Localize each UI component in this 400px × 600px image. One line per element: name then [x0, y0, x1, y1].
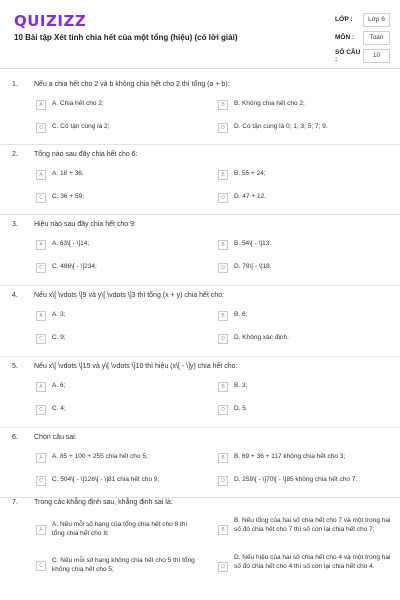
answer-option-a[interactable]: [36, 453, 206, 463]
option-text: A. Nếu mỗi số hạng của tổng chia hết cho 8 thì tổng chia hết cho 8;: [52, 521, 188, 537]
question-divider: [0, 356, 400, 357]
answer-option-b[interactable]: [218, 517, 393, 535]
option-letter-box: A: [36, 311, 46, 321]
question-item: [0, 499, 400, 600]
option-text: D. 78\[ - \]18.: [234, 263, 272, 270]
option-letter-box: B: [218, 240, 228, 250]
option-letter-box: B: [218, 382, 228, 392]
question-item: [0, 358, 400, 429]
option-letter-box: C: [36, 263, 46, 273]
option-letter-box: C: [36, 123, 46, 133]
option-text: C. 9;: [52, 334, 66, 341]
option-letter-box: D: [218, 562, 228, 572]
option-letter-box: D: [218, 405, 228, 415]
option-letter-box: D: [218, 334, 228, 344]
answer-option-d[interactable]: [218, 554, 393, 572]
question-divider: [0, 144, 400, 145]
option-text: C. Nếu mỗi số hạng không chia hết cho 5 thì tổng không chia hết cho 5;: [52, 557, 195, 573]
question-text: Trong các khẳng định sau, khẳng định sai là:: [34, 499, 173, 506]
answer-option-b[interactable]: [218, 453, 393, 463]
question-item: [0, 76, 400, 146]
option-letter-box: D: [218, 193, 228, 203]
option-text: D. 259\[ - \]70\[ - \]85 không chia hết cho 7.: [234, 476, 358, 483]
option-letter-box: B: [218, 525, 228, 535]
option-text: A. 63\[ - \]14;: [52, 240, 90, 247]
option-letter-box: A: [36, 240, 46, 250]
answer-option-c[interactable]: [36, 263, 186, 273]
option-text: B. Nếu tổng của hai số chia hết cho 7 và một trong hai số đó chia hết cho 7 thì số còn lại chia hết cho 7;: [234, 517, 391, 533]
answer-option-d[interactable]: [218, 263, 388, 273]
option-letter-box: C: [36, 561, 46, 571]
question-number: 3.: [12, 221, 18, 228]
meta-row-class: [335, 12, 390, 27]
option-text: A. 6;: [52, 382, 66, 389]
option-text: A. 3;: [52, 311, 66, 318]
question-divider: [0, 427, 400, 428]
meta-key: SỐ CÂU :: [335, 48, 361, 63]
answer-option-d[interactable]: [218, 123, 388, 133]
option-letter-box: A: [36, 453, 46, 463]
question-item: [0, 216, 400, 287]
option-letter-box: D: [218, 476, 228, 486]
option-letter-box: A: [36, 382, 46, 392]
question-number: 1.: [12, 81, 18, 88]
option-text: B. Không chia hết cho 2;: [234, 100, 305, 107]
option-letter-box: C: [36, 334, 46, 344]
question-divider: [0, 497, 400, 498]
option-text: C. 36 + 59;: [52, 193, 84, 200]
question-text: Nếu x\[ \vdots \]9 và y\[ \vdots \]3 thì tổng (x + y) chia hết cho:: [34, 292, 225, 299]
answer-option-c[interactable]: [36, 557, 196, 574]
option-text: C. 4;: [52, 405, 66, 412]
question-number: 5.: [12, 363, 18, 370]
answer-option-a[interactable]: [36, 240, 186, 250]
question-text: Hiệu nào sau đây chia hết cho 9:: [34, 221, 136, 228]
meta-row-subject: [335, 30, 390, 45]
answer-option-d[interactable]: [218, 193, 388, 203]
option-letter-box: C: [36, 405, 46, 415]
question-number: 4.: [12, 292, 18, 299]
question-divider: [0, 285, 400, 286]
answer-option-c[interactable]: [36, 405, 186, 415]
option-letter-box: C: [36, 193, 46, 203]
meta-value-field: Toán: [363, 31, 390, 45]
quizizz-logo: QUIZIZZ: [14, 12, 87, 30]
question-item: [0, 429, 400, 499]
answer-option-a[interactable]: [36, 100, 186, 110]
meta-row-question-count: [335, 48, 390, 63]
answer-option-a[interactable]: [36, 311, 186, 321]
question-text: Tổng nào sau đây chia hết cho 6:: [34, 151, 138, 158]
option-letter-box: C: [36, 476, 46, 486]
answer-option-a[interactable]: [36, 382, 186, 392]
answer-option-c[interactable]: [36, 334, 186, 344]
answer-option-c[interactable]: [36, 123, 186, 133]
answer-option-b[interactable]: [218, 382, 388, 392]
option-letter-box: B: [218, 311, 228, 321]
option-letter-box: B: [218, 453, 228, 463]
answer-option-d[interactable]: [218, 476, 393, 486]
question-item: [0, 146, 400, 216]
meta-value-field: Lớp 6: [363, 13, 390, 27]
question-text: Nếu x\[ \vdots \]15 và y\[ \vdots \]10 thì hiệu (x\[ - \]y) chia hết cho:: [34, 363, 238, 370]
question-number: 2.: [12, 151, 18, 158]
answer-option-b[interactable]: [218, 240, 388, 250]
option-letter-box: A: [36, 170, 46, 180]
option-text: D. Nếu hiệu của hai số chia hết cho 4 và một trong hai số đó chia hết cho 4 thì số còn lại chia hết cho 4.: [234, 554, 391, 570]
answer-option-c[interactable]: [36, 193, 186, 203]
option-letter-box: D: [218, 263, 228, 273]
option-text: C. 504\[ - \]126\[ - \]81 chia hết cho 9;: [52, 476, 160, 483]
option-text: B. 6;: [234, 311, 248, 318]
meta-key: LỚP :: [335, 16, 353, 23]
question-number: 6.: [12, 434, 18, 441]
option-text: B. 55 + 24;: [234, 170, 266, 177]
option-letter-box: D: [218, 123, 228, 133]
question-item: [0, 287, 400, 358]
worksheet-meta: [335, 12, 390, 66]
worksheet-header: [0, 0, 400, 69]
answer-option-d[interactable]: [218, 405, 388, 415]
option-text: D. Không xác định.: [234, 334, 289, 341]
question-divider: [0, 214, 400, 215]
question-text: Chọn câu sai:: [34, 434, 77, 441]
option-text: D. 47 + 12.: [234, 193, 266, 200]
option-text: A. Chia hết cho 2;: [52, 100, 104, 107]
question-text: Nếu a chia hết cho 2 và b không chia hết cho 2 thì tổng (a + b):: [34, 81, 230, 88]
option-text: B. 54\[ - \]13;: [234, 240, 272, 247]
option-text: A. 18 + 36;: [52, 170, 84, 177]
answer-option-d[interactable]: [218, 334, 388, 344]
option-letter-box: A: [36, 100, 46, 110]
answer-option-c[interactable]: [36, 476, 206, 486]
answer-option-b[interactable]: [218, 170, 388, 180]
question-number: 7.: [12, 499, 18, 506]
option-letter-box: B: [218, 100, 228, 110]
answer-option-b[interactable]: [218, 100, 388, 110]
option-text: A. 85 + 100 + 255 chia hết cho 5;: [52, 453, 148, 460]
option-text: C. Có tận cùng là 2;: [52, 123, 110, 130]
option-letter-box: B: [218, 170, 228, 180]
option-text: D. 5.: [234, 405, 248, 412]
meta-key: MÔN :: [335, 34, 355, 41]
option-text: B. 69 + 36 + 117 không chia hết cho 3;: [234, 453, 346, 460]
worksheet-title: 10 Bài tập Xét tính chia hết của một tổng (hiệu) (có lời giải): [14, 33, 238, 42]
answer-option-a[interactable]: [36, 521, 196, 538]
option-letter-box: A: [36, 525, 46, 535]
option-text: C. 486\[ - \]234;: [52, 263, 97, 270]
answer-option-b[interactable]: [218, 311, 388, 321]
option-text: D. Có tận cùng là 0; 1; 3; 5; 7; 9.: [234, 123, 328, 130]
answer-option-a[interactable]: [36, 170, 186, 180]
meta-value-field: 10: [363, 49, 390, 63]
option-text: B. 3;: [234, 382, 248, 389]
